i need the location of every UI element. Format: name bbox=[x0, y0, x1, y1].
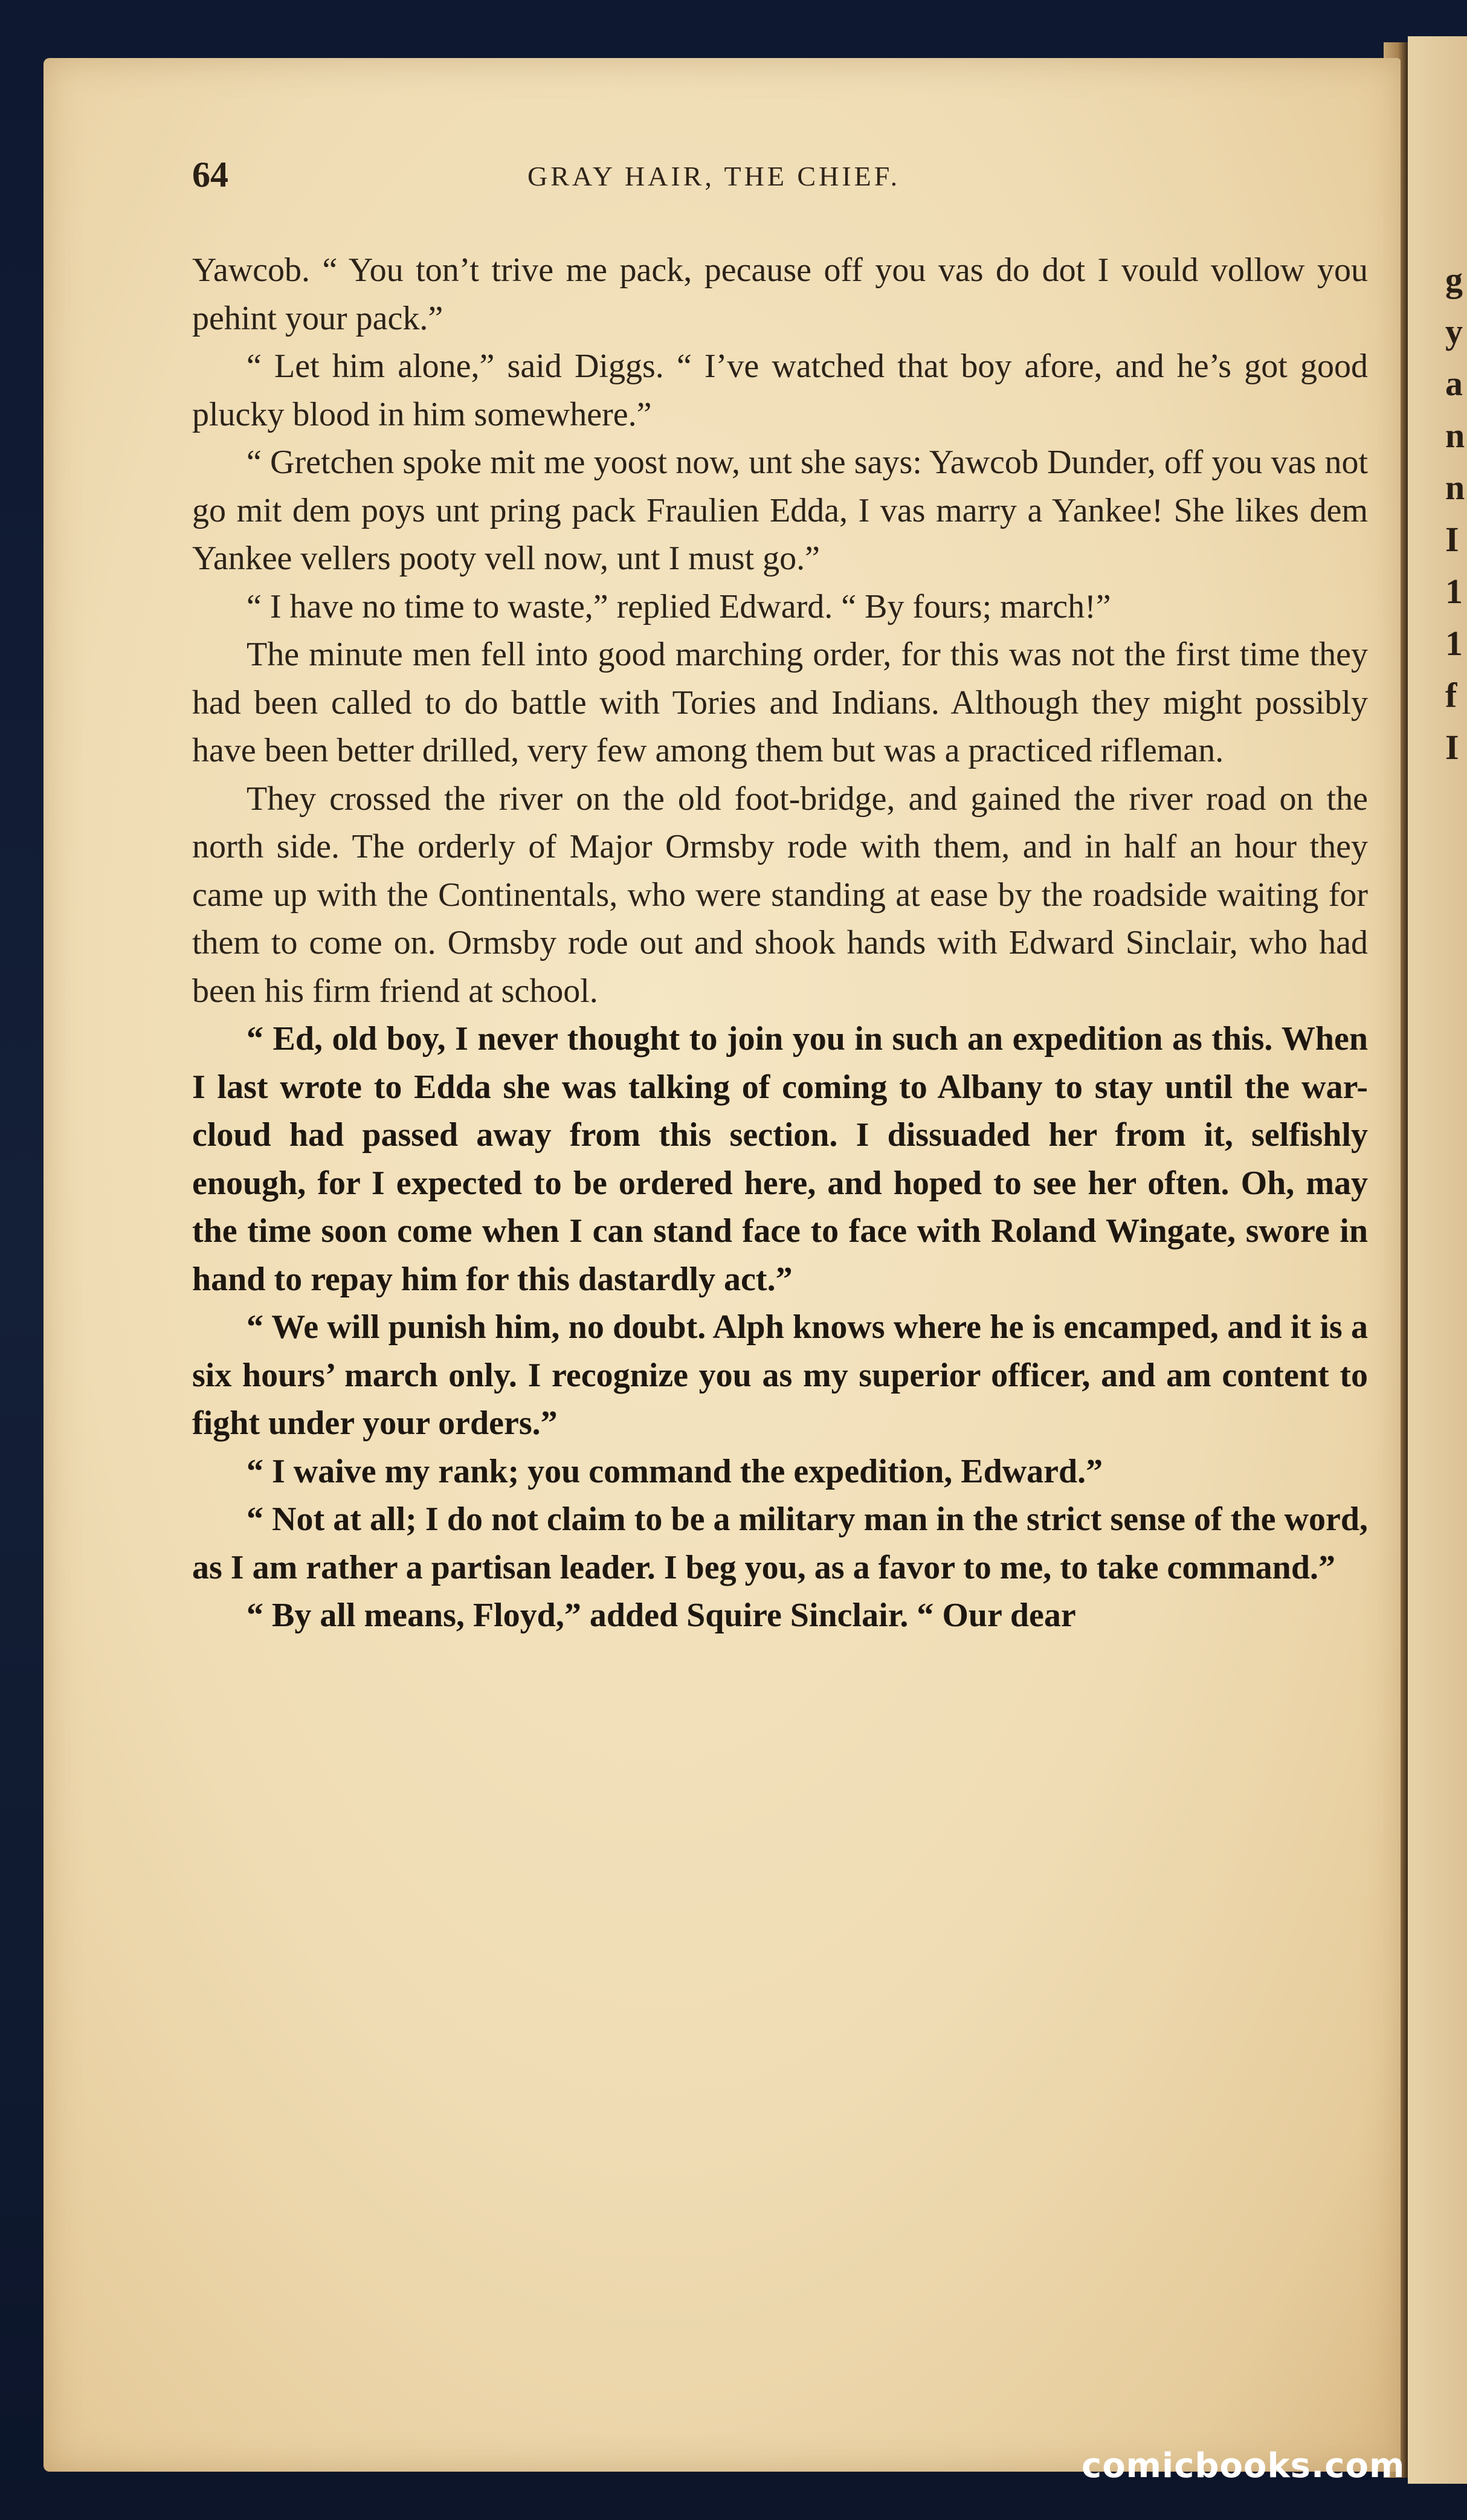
fragment-letter: 1 bbox=[1445, 624, 1463, 663]
paragraph: Yawcob. “ You ton’t trive me pack, pecause off you vas do dot I vould vollow you pehint your pack.” bbox=[192, 251, 1368, 337]
facing-page-text-fragment bbox=[1445, 254, 1467, 774]
paragraph: “ Ed, old boy, I never thought to join you in such an expedition as this. When I last wrote to Edda she was talking of coming to Albany to stay until the war-cloud had passed away from this section. I dissuaded her from it, selfishly enough, for I expected to be ordered here, and hoped to see her often. Oh, may the time soon come when I can stand face to face with Roland Wingate, swore in hand to repay him for this dastardly act.” bbox=[192, 1020, 1368, 1298]
fragment-letter: y bbox=[1445, 312, 1463, 351]
fragment-letter: n bbox=[1445, 416, 1465, 455]
fragment-letter: g bbox=[1445, 260, 1463, 299]
paragraph: “ By all means, Floyd,” added Squire Sinclair. “ Our dear bbox=[247, 1597, 1076, 1634]
fragment-letter: n bbox=[1445, 468, 1465, 507]
fragment-letter: f bbox=[1445, 676, 1457, 715]
fragment-letter: a bbox=[1445, 364, 1463, 403]
paragraph: The minute men fell into good marching order, for this was not the first time they had been called to do battle with Tories and Indians. Although they might possibly have been better drilled, very few among them but was a practiced rifleman. bbox=[192, 636, 1368, 769]
paragraph: “ Let him alone,” said Diggs. “ I’ve watched that boy afore, and he’s got good plucky blood in him somewhere.” bbox=[192, 347, 1368, 433]
paragraph: They crossed the river on the old foot-bridge, and gained the river road on the north side. The orderly of Major Ormsby rode with them, and in half an hour they came up with the Continentals, who were standing at ease by the roadside waiting for them to come on. Ormsby rode out and shook hands with Edward Sinclair, who had been his firm friend at school. bbox=[192, 780, 1368, 1010]
page-header bbox=[192, 154, 1401, 202]
paragraph: “ I waive my rank; you command the expedition, Edward.” bbox=[247, 1452, 1103, 1490]
page-body-text bbox=[192, 247, 1368, 1640]
paragraph: “ Not at all; I do not claim to be a military man in the strict sense of the word, as I am rather a partisan leader. I beg you, as a favor to me, to take command.” bbox=[192, 1501, 1368, 1586]
page-number: 64 bbox=[192, 155, 228, 195]
paragraph: “ Gretchen spoke mit me yoost now, unt she says: Yawcob Dunder, off you vas not go mit dem poys unt pring pack Fraulien Edda, I vas marry a Yankee! She likes dem Yankee vellers pooty vell now, unt I must go.” bbox=[192, 444, 1368, 577]
watermark: comicbooks.com bbox=[1082, 2446, 1405, 2486]
running-title: GRAY HAIR, THE CHIEF. bbox=[527, 161, 901, 192]
fragment-letter: I bbox=[1445, 520, 1459, 559]
fragment-letter: I bbox=[1445, 728, 1459, 767]
paragraph: “ I have no time to waste,” replied Edward. “ By fours; march!” bbox=[247, 587, 1111, 625]
fragment-letter: 1 bbox=[1445, 572, 1463, 611]
paragraph: “ We will punish him, no doubt. Alph knows where he is encamped, and it is a six hours’ march only. I recognize you as my superior officer, and am content to fight under your orders.” bbox=[192, 1308, 1368, 1442]
